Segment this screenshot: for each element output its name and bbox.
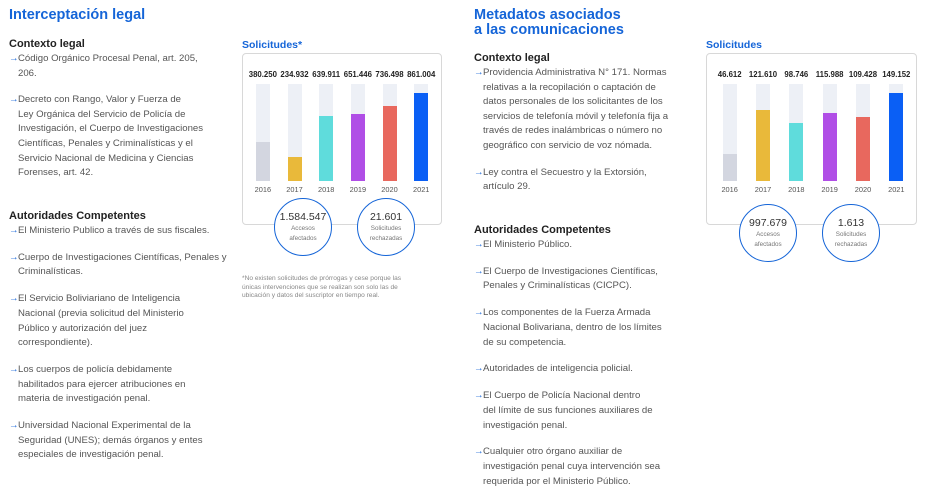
- list-item: [474, 66, 704, 154]
- list-item-line: Investigación, el Cuerpo de Investigaciones: [18, 123, 204, 135]
- bar-track: [856, 84, 870, 181]
- arrow-icon: →: [474, 67, 484, 78]
- right-chart-title: Solicitudes: [706, 39, 763, 51]
- bar-value-label: 98.746: [784, 70, 809, 79]
- list-item: [9, 224, 239, 239]
- arrow-icon: →: [9, 364, 19, 376]
- arrow-icon: →: [9, 420, 19, 432]
- arrow-icon: →: [474, 239, 484, 250]
- list-item-line: Universidad Nacional Experimental de la: [18, 420, 191, 432]
- bar-value-label: 149.152: [882, 70, 911, 79]
- list-item-line: El Ministerio Público.: [483, 239, 573, 250]
- left-circle-accesos: [274, 198, 332, 256]
- list-item-line: investigación penal cuya intervención sea: [483, 461, 661, 473]
- list-item-line: El Ministerio Publico a través de sus fiscales.: [18, 225, 210, 236]
- list-item-line: Público y autorización del juez: [18, 322, 148, 334]
- bar-value-label: 736.498: [375, 70, 404, 79]
- x-tick-label: 2018: [317, 185, 335, 194]
- list-item-line: investigación penal.: [483, 419, 568, 431]
- bar-track: [319, 84, 333, 181]
- list-item-line: de su competencia.: [483, 336, 567, 348]
- list-item: [474, 445, 704, 489]
- x-tick-label: 2016: [254, 185, 272, 194]
- plot-area: [713, 84, 913, 181]
- x-tick-label: 2016: [721, 185, 738, 194]
- list-item-line: Ley Orgánica del Servicio de Policía de: [18, 108, 186, 120]
- bar-2019: [823, 113, 837, 181]
- left-contexto-list: [9, 52, 239, 181]
- x-tick-label: 2017: [754, 185, 772, 194]
- list-item-line: Penales y Criminalísticas (CICPC).: [483, 280, 632, 292]
- right-contexto-list: [474, 66, 704, 195]
- stat-value: 1.584.547: [279, 211, 327, 224]
- x-tick-label: 2020: [381, 185, 398, 194]
- stat-label: rechazadas: [369, 234, 403, 242]
- stat-label: rechazadas: [834, 240, 868, 248]
- bar-value-label: 651.446: [343, 70, 372, 79]
- bar-track: [414, 84, 428, 181]
- list-item: [474, 238, 704, 253]
- right-autoridades-list: [474, 238, 704, 489]
- x-tick-label: 2019: [349, 185, 367, 194]
- list-item-line: Criminalísticas.: [18, 266, 84, 278]
- x-tick-label: 2019: [821, 185, 838, 194]
- list-item-line: Nacional Bolivariana, dentro de los límites: [483, 321, 662, 333]
- x-tick-label: 2017: [286, 185, 303, 194]
- bar-2018: [319, 116, 333, 181]
- bar-value-label: 109.428: [848, 70, 878, 79]
- list-item: [9, 363, 239, 407]
- right-bar-chart: [713, 70, 913, 194]
- list-item-line: 206.: [18, 67, 37, 79]
- list-item-line: datos personales de los solicitantes de los: [483, 96, 663, 108]
- bar-2021: [889, 93, 903, 181]
- list-item-line: Seguridad (UNES); demás órganos y entes: [18, 434, 203, 446]
- list-item-line: Nacional (previa solicitud del Ministerio: [18, 307, 184, 319]
- footnote-line: únicas intervenciones que se realizan son solo las de: [242, 283, 398, 291]
- list-item-line: del límite de sus funciones auxiliares de: [483, 404, 653, 416]
- list-item: [474, 265, 704, 294]
- value-labels: [247, 70, 437, 79]
- list-item-line: especiales de investigación penal.: [18, 449, 164, 461]
- stat-value: 21.601: [369, 211, 403, 224]
- list-item: [9, 419, 239, 463]
- list-item: [9, 292, 239, 350]
- bar-2016: [723, 154, 737, 181]
- list-item-line: través de redes inalámbricas o número no: [483, 125, 663, 137]
- list-item-line: Código Orgánico Procesal Penal, art. 205,: [18, 53, 198, 64]
- section-title-line: Metadatos asociados: [474, 7, 621, 23]
- left-circle-rechazadas: [357, 198, 415, 256]
- bar-track: [383, 84, 397, 181]
- list-item-line: relativas a la recopilación o captación de: [483, 81, 656, 93]
- stat-circle: [274, 198, 332, 256]
- bar-track: [789, 84, 803, 181]
- arrow-icon: →: [9, 293, 19, 305]
- bar-track: [288, 84, 302, 181]
- bar-2019: [351, 114, 365, 181]
- stat-circle: [357, 198, 415, 256]
- stat-label: Accesos: [756, 231, 780, 239]
- bar-track: [889, 84, 903, 181]
- list-item-line: Los componentes de la Fuerza Armada: [483, 307, 651, 319]
- list-item-line: geográfico con servicio de voz nómada.: [483, 139, 653, 151]
- section-title-interceptacion: Interceptación legal: [9, 7, 146, 23]
- bar-track: [256, 84, 270, 181]
- list-item-line: Los cuerpos de policía debidamente: [18, 364, 173, 376]
- bar-2018: [789, 123, 803, 181]
- list-item: [474, 389, 704, 433]
- list-item-line: habilitados para ejercer atribuciones en: [18, 378, 186, 390]
- bar-value-label: 121.610: [748, 70, 778, 79]
- section-title-line: a las comunicaciones: [474, 22, 624, 38]
- right-autoridades-heading: Autoridades Competentes: [474, 224, 611, 236]
- stat-label: afectados: [289, 234, 317, 242]
- list-item-line: artículo 29.: [483, 181, 531, 193]
- x-axis-labels: [713, 185, 913, 194]
- x-tick-label: 2021: [888, 185, 905, 194]
- right-circle-accesos: [739, 204, 797, 262]
- bar-2021: [414, 93, 428, 181]
- x-tick-label: 2021: [412, 185, 430, 194]
- bar-value-label: 380.250: [248, 70, 277, 79]
- bar-track: [756, 84, 770, 181]
- bar-track: [723, 84, 737, 181]
- list-item-line: Providencia Administrativa N° 171. Normas: [483, 67, 667, 78]
- stat-circle: [739, 204, 797, 262]
- list-item-line: El Cuerpo de Investigaciones Científicas,: [483, 265, 658, 277]
- value-labels: [713, 70, 913, 79]
- stat-label: Accesos: [291, 225, 315, 233]
- bar-2016: [256, 142, 270, 181]
- list-item-line: Ley contra el Secuestro y la Extorsión,: [483, 166, 647, 178]
- list-item: [474, 362, 704, 377]
- arrow-icon: →: [474, 307, 484, 319]
- left-autoridades-heading: Autoridades Competentes: [9, 210, 146, 222]
- list-item-line: Cualquier otro órgano auxiliar de: [483, 446, 623, 458]
- plot-area: [247, 84, 437, 181]
- bar-value-label: 234.932: [280, 70, 309, 79]
- list-item: [474, 166, 704, 195]
- right-contexto-heading: Contexto legal: [474, 52, 550, 64]
- list-item-line: Decreto con Rango, Valor y Fuerza de: [18, 94, 181, 106]
- list-item-line: El Servicio Boliviariano de Inteligencia: [18, 293, 181, 305]
- bar-value-label: 861.004: [407, 70, 436, 79]
- footnote-line: ubicación y datos del suscriptor en tiempo real.: [242, 292, 380, 300]
- left-contexto-heading: Contexto legal: [9, 38, 85, 50]
- bar-2020: [383, 106, 397, 181]
- bar-2020: [856, 117, 870, 181]
- list-item: [9, 93, 239, 181]
- x-tick-label: 2020: [854, 185, 872, 194]
- list-item-line: materia de investigación penal.: [18, 393, 151, 405]
- right-circle-rechazadas: [822, 204, 880, 262]
- bar-track: [351, 84, 365, 181]
- bar-value-label: 46.612: [717, 70, 742, 79]
- arrow-icon: →: [474, 363, 484, 375]
- list-item: [9, 251, 239, 280]
- arrow-icon: →: [474, 166, 484, 178]
- bar-2017: [756, 110, 770, 181]
- list-item-line: El Cuerpo de Policía Nacional dentro: [483, 390, 641, 402]
- stat-value: 1.613: [837, 217, 865, 230]
- list-item-line: Científicas, Penales y Criminalísticas y el: [18, 137, 193, 149]
- bar-value-label: 639.911: [312, 70, 341, 79]
- bar-track: [823, 84, 837, 181]
- arrow-icon: →: [474, 446, 484, 458]
- left-chart-footnote: [242, 275, 452, 301]
- stat-value: 997.679: [749, 217, 787, 230]
- stat-circle: [822, 204, 880, 262]
- list-item-line: Cuerpo de Investigaciones Científicas, Penales y: [18, 251, 227, 263]
- stat-label: Solicitudes: [835, 231, 867, 239]
- list-item: [474, 306, 704, 350]
- arrow-icon: →: [9, 94, 19, 106]
- arrow-icon: →: [474, 390, 484, 402]
- arrow-icon: →: [9, 251, 19, 263]
- footnote-line: *No existen solicitudes de prórrogas y cese porque las: [242, 275, 402, 282]
- left-bar-chart: [247, 70, 437, 194]
- list-item-line: Forenses, art. 42.: [18, 167, 94, 179]
- section-title-metadatos: [474, 8, 624, 38]
- bar-value-label: 115.988: [815, 70, 844, 79]
- list-item-line: Autoridades de inteligencia policial.: [483, 363, 633, 375]
- list-item-line: servicios de telefonía móvil y telefonía fija a: [483, 110, 669, 122]
- arrow-icon: →: [9, 225, 19, 236]
- left-autoridades-list: [9, 224, 239, 463]
- arrow-icon: →: [474, 265, 484, 277]
- x-tick-label: 2018: [788, 185, 805, 194]
- list-item: [9, 52, 239, 81]
- stat-label: Solicitudes: [370, 225, 402, 233]
- list-item-line: correspondiente).: [18, 337, 93, 349]
- left-chart-title: Solicitudes*: [242, 39, 303, 51]
- list-item-line: requerida por el Ministerio Público.: [483, 475, 631, 487]
- stat-label: afectados: [754, 240, 782, 248]
- x-axis-labels: [247, 185, 437, 194]
- arrow-icon: →: [9, 53, 19, 64]
- bar-2017: [288, 157, 302, 181]
- list-item-line: Servicio Nacional de Medicina y Ciencias: [18, 152, 194, 164]
